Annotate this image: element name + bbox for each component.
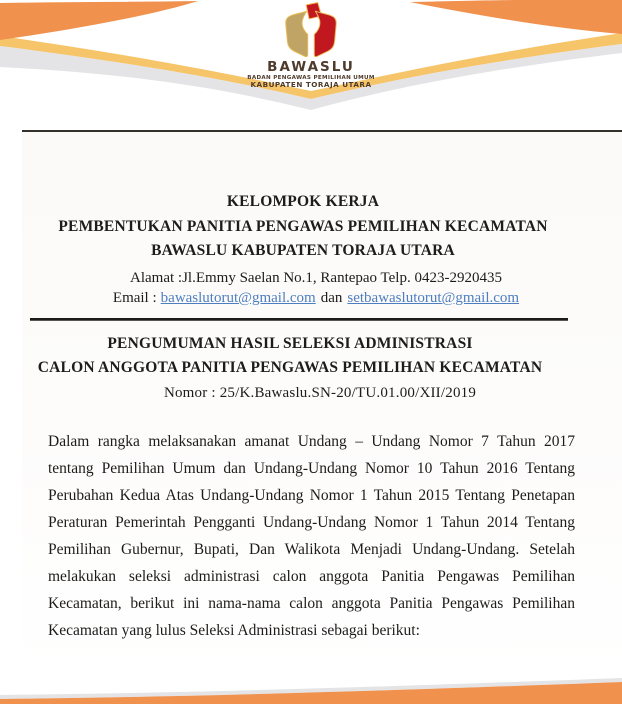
email-link-1[interactable]: bawaslutorut@gmail.com (160, 290, 316, 306)
letterhead (34, 190, 572, 264)
letterhead-line3: BAWASLU KABUPATEN TORAJA UTARA (151, 242, 455, 259)
letter-scan (22, 130, 622, 677)
body-paragraph: Dalam rangka melaksanakan amanat Undang – Undang Nomor 7 Tahun 2017 tentang Pemilihan Umum dan Undang-Undang Nomor 10 Tahun 2016 Tentang Perubahan Kedua Atas Undang-Undang Nomor 1 Tahun 2015 Tentang Penetapan Peraturan Pemerintah Pengganti Undang-Undang Nomor 1 Tahun 2014 Tentang Pemilihan Gubernur, Bupati, Dan Walikota Menjadi Undang-Undang. Setelah melakukan seleksi administrasi calon anggota Panitia Pengawas Pemilihan Kecamatan, berikut ini nama-nama calon anggota Panitia Pengawas Pemilihan Kecamatan yang lulus Seleksi Administrasi sebagai berikut: (48, 433, 575, 639)
bawaslu-logo (226, 2, 396, 89)
ballot-box-icon (280, 2, 342, 60)
address-line: Alamat :Jl.Emmy Saelan No.1, Rantepao Telp. 0423-2920435 (130, 270, 502, 286)
announcement-number: Nomor : 25/K.Bawaslu.SN-20/TU.01.00/XII/2019 (163, 385, 477, 401)
bottom-decoration (0, 674, 622, 704)
email-line (47, 288, 585, 308)
announcement-title (22, 332, 558, 406)
announcement-title-line2: CALON ANGGOTA PANITIA PENGAWAS PEMILIHAN KECAMATAN (37, 358, 543, 376)
email-label: Email : (112, 290, 157, 306)
email-link-2[interactable]: setbawaslutorut@gmail.com (347, 290, 520, 306)
letterhead-line1: KELOMPOK KERJA (226, 193, 380, 210)
logo-wordmark: BAWASLU (267, 59, 355, 75)
announcement-title-line1: PENGUMUMAN HASIL SELEKSI ADMINISTRASI (107, 335, 473, 352)
letterhead-divider (30, 318, 568, 321)
logo-subtitle-institution: BADAN PENGAWAS PEMILIHAN UMUM (247, 75, 375, 81)
logo-subtitle-region: KABUPATEN TORAJA UTARA (250, 80, 372, 89)
letterhead-line2: PEMBENTUKAN PANITIA PENGAWAS PEMILIHAN KECAMATAN (58, 217, 548, 235)
email-separator: dan (320, 290, 343, 306)
